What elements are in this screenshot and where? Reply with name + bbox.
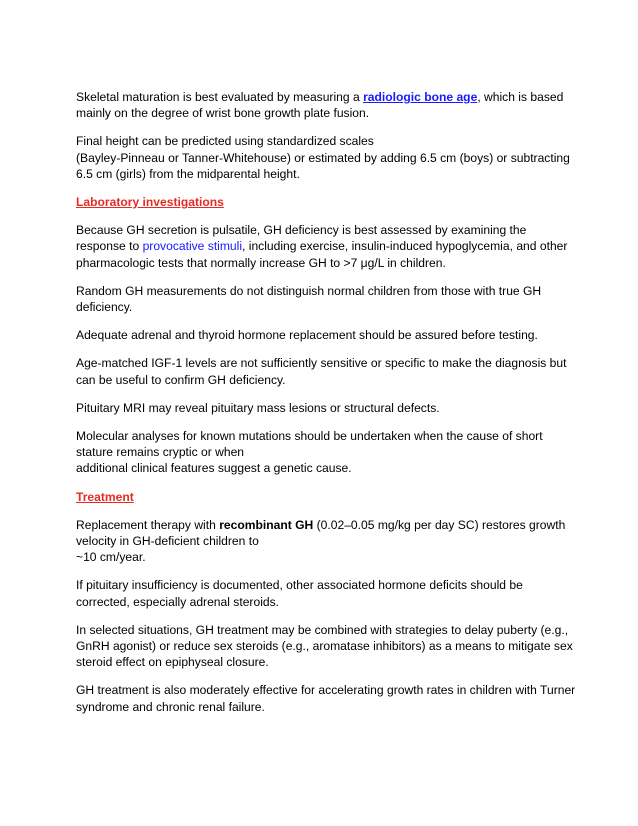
text: Replacement therapy with [76, 517, 220, 532]
provocative-stimuli-link[interactable]: provocative stimuli [142, 239, 243, 254]
heading-treatment[interactable]: Treatment [76, 489, 134, 504]
paragraph-random-gh: Random GH measurements do not distinguish normal children from those with true GH deficiency. [76, 283, 542, 315]
text-line: Molecular analyses for known mutations should be undertaken when the cause of short stature remains cryptic or when [76, 429, 543, 460]
radiologic-bone-age-link[interactable]: radiologic bone age [363, 90, 478, 104]
text: Because GH secretion is pulsatile, GH deficiency is best assessed by examining the response to [76, 223, 527, 254]
paragraph-pituitary-insufficiency: If pituitary insufficiency is documented, other associated hormone deficits should be corrected, especially adrenal steroids. [76, 578, 523, 609]
text: (0.02–0.05 mg/kg per day SC) restores growth velocity in GH-deficient children to [76, 517, 566, 549]
text-line: Final height can be predicted using standardized scales [76, 134, 374, 149]
paragraph-pituitary-mri: Pituitary MRI may reveal pituitary mass lesions or structural defects. [76, 400, 440, 415]
text-line: (Bayley-Pinneau or Tanner-Whitehouse) or estimated by adding 6.5 cm (boys) or subtracting 6.5 cm (girls) from the midparental height. [76, 150, 570, 181]
text: , which is based mainly on the degree of wrist bone growth plate fusion. [76, 90, 564, 121]
paragraph-provocative-stimuli [76, 222, 576, 271]
document-page [76, 89, 576, 727]
paragraph-molecular-analyses [76, 428, 576, 477]
text: , including exercise, insulin-induced hypoglycemia, and other pharmacologic tests that normally increase GH to >7 μg/L in children. [76, 239, 568, 270]
paragraph-final-height [76, 133, 576, 182]
paragraph-adrenal-thyroid: Adequate adrenal and thyroid hormone replacement should be assured before testing. [76, 328, 538, 343]
recombinant-gh-term: recombinant GH [219, 517, 314, 532]
text: Skeletal maturation is best evaluated by measuring a [76, 90, 364, 104]
text-line: ~10 cm/year. [76, 550, 146, 565]
heading-laboratory-investigations[interactable]: Laboratory investigations [76, 195, 224, 210]
paragraph-replacement-therapy [76, 517, 576, 566]
paragraph-turner-syndrome: GH treatment is also moderately effective for accelerating growth rates in children with Turner syndrome and chronic renal failure. [76, 683, 576, 714]
paragraph-igf1: Age-matched IGF-1 levels are not sufficiently sensitive or specific to make the diagnosis but can be useful to confirm GH deficiency. [76, 356, 567, 387]
paragraph-combined-strategies: In selected situations, GH treatment may be combined with strategies to delay puberty (e.g., GnRH agonist) or reduce sex steroids (e.g., aromatase inhibitors) as a means to mitigate sex steroid effect on epiphyseal closure. [76, 622, 573, 670]
paragraph-bone-age [76, 89, 576, 121]
text-line: additional clinical features suggest a genetic cause. [76, 461, 352, 476]
